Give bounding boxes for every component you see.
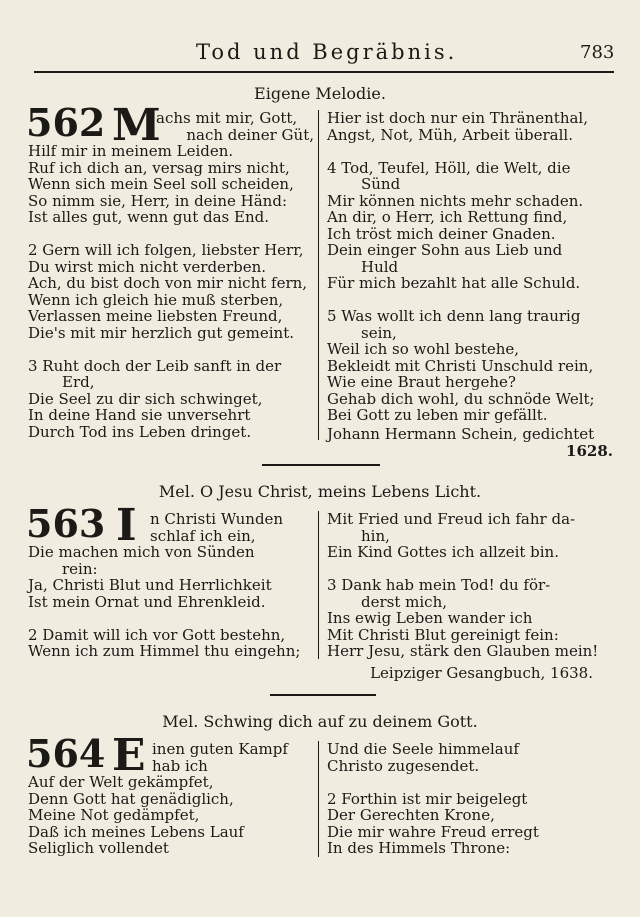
author-credit: Johann Hermann Schein, gedichtet	[327, 425, 595, 443]
verse-line: Die mir wahre Freud erregt	[327, 822, 539, 841]
verse-line: Dein einger Sohn aus Lieb und	[327, 241, 563, 259]
verse-line: 4 Tod, Teufel, Höll, die Welt, die	[327, 158, 571, 177]
verse-line: Mit Fried und Freud ich fahr da-	[327, 510, 576, 528]
verse-line: Hilf mir in meinem Leiden.	[28, 142, 234, 160]
verse-line: Erd,	[62, 373, 95, 391]
verse-line: Seliglich vollendet	[28, 839, 169, 857]
stanza-gap	[28, 226, 314, 243]
verse-line: Ist mein Ornat und Ehrenkleid.	[28, 592, 266, 611]
verse-line: Du wirst mich nicht verderben.	[28, 257, 267, 276]
author-credit: Leipziger Gesangbuch, 1638.	[370, 664, 593, 682]
verse-line: Ruf ich dich an, versag mirs nicht,	[28, 158, 290, 177]
hymn-564-right-column	[327, 741, 613, 857]
verse-line: achs mit mir, Gott,	[156, 109, 298, 127]
verse-line: Verlassen meine liebsten Freund,	[28, 307, 283, 325]
verse-line: An dir, o Herr, ich Rettung find,	[327, 208, 568, 226]
verse-line: Die's mit mir herzlich gut gemeint.	[28, 323, 294, 342]
stanza-gap	[327, 561, 613, 578]
hymn-562-right-column	[327, 110, 613, 424]
hymn-563-right-column	[327, 511, 613, 660]
verse-line: Sünd	[361, 175, 401, 193]
verse-line: Mir können nichts mehr schaden.	[327, 191, 584, 210]
verse-line: Huld	[361, 257, 399, 276]
verse-line: hab ich	[152, 756, 208, 775]
verse-line: 3 Ruht doch der Leib sanft in der	[28, 356, 282, 375]
verse-line: In deine Hand sie unversehrt	[28, 406, 251, 424]
verse-line: derst mich,	[361, 592, 447, 611]
author-year: 1628.	[566, 441, 613, 460]
header-rule	[34, 71, 614, 73]
stanza-gap	[28, 610, 314, 627]
stanza-gap	[28, 341, 314, 358]
verse-line: Wenn ich gleich hie muß sterben,	[28, 290, 284, 309]
verse-line: Wie eine Braut hergehe?	[327, 373, 516, 391]
hymn-562-left-column	[28, 110, 314, 440]
verse-line: Bekleidt mit Christi Unschuld rein,	[327, 356, 594, 375]
hymn-563-attribution	[327, 665, 593, 682]
melody-heading-562: Eigene Melodie.	[254, 84, 386, 103]
melody-heading-563: Mel. O Jesu Christ, meins Lebens Licht.	[158, 482, 482, 501]
verse-line: 2 Gern will ich folgen, liebster Herr,	[28, 241, 304, 259]
verse-line: Durch Tod ins Leben dringet.	[28, 422, 252, 441]
verse-line: Und die Seele himmelauf	[327, 740, 519, 758]
hymn-number-564: 564	[26, 731, 106, 776]
verse-line: Der Gerechten Krone,	[327, 806, 495, 824]
section-rule	[270, 694, 376, 696]
verse-line: Ja, Christi Blut und Herrlichkeit	[28, 576, 272, 594]
verse-line: Die machen mich von Sünden	[28, 543, 255, 561]
verse-line: Christo zugesendet.	[327, 756, 480, 775]
verse-line: Denn Gott hat genädiglich,	[28, 789, 234, 808]
verse-line: Meine Not gedämpfet,	[28, 806, 200, 824]
melody-heading-564: Mel. Schwing dich auf zu deinem Gott.	[162, 712, 478, 731]
verse-line: sein,	[361, 323, 397, 342]
verse-line: Auf der Welt gekämpfet,	[28, 773, 214, 791]
stanza-gap	[327, 143, 613, 160]
verse-line: Bei Gott zu leben mir gefällt.	[327, 406, 548, 424]
verse-line: Ein Kind Gottes ich allzeit bin.	[327, 543, 559, 561]
verse-line: Daß ich meines Lebens Lauf	[28, 822, 244, 841]
verse-line: Herr Jesu, stärk den Glauben mein!	[327, 642, 599, 660]
verse-line: nach deiner Güt,	[186, 125, 314, 144]
verse-line: Ist alles gut, wenn gut das End.	[28, 208, 269, 226]
hymn-562-attribution	[327, 426, 613, 459]
verse-line: Wenn sich mein Seel soll scheiden,	[28, 175, 294, 193]
column-divider-563	[318, 511, 319, 659]
verse-line: So nimm sie, Herr, in deine Händ:	[28, 191, 287, 210]
drop-cap-563: I	[116, 500, 137, 551]
drop-cap-562: M	[112, 100, 161, 151]
stanza-gap	[327, 292, 613, 309]
verse-line: n Christi Wunden	[150, 510, 284, 528]
verse-line: 3 Dank hab mein Tod! du för-	[327, 576, 551, 594]
verse-line: Mit Christi Blut gereinigt fein:	[327, 625, 559, 644]
verse-line: rein:	[62, 559, 98, 578]
verse-line: Die Seel zu dir sich schwinget,	[28, 389, 263, 408]
verse-line: 2 Damit will ich vor Gott bestehn,	[28, 625, 286, 644]
hymn-563-left-column	[28, 511, 314, 660]
drop-cap-564: E	[112, 730, 146, 781]
verse-line: Hier ist doch nur ein Thränenthal,	[327, 109, 588, 127]
verse-line: Weil ich so wohl bestehe,	[327, 340, 520, 358]
verse-line: 5 Was wollt ich denn lang traurig	[327, 307, 581, 325]
column-divider-564	[318, 741, 319, 857]
verse-line: Ich tröst mich deiner Gnaden.	[327, 224, 556, 243]
column-divider-562	[318, 110, 319, 440]
verse-line: Gehab dich wohl, du schnöde Welt;	[327, 389, 595, 408]
verse-line: Angst, Not, Müh, Arbeit überall.	[327, 125, 573, 144]
verse-line: In des Himmels Throne:	[327, 839, 511, 857]
page-number: 783	[580, 42, 615, 63]
verse-line: Ins ewig Leben wander ich	[327, 609, 533, 627]
section-rule	[262, 464, 380, 466]
verse-line: Ach, du bist doch von mir nicht fern,	[28, 274, 308, 292]
stanza-gap	[327, 774, 613, 791]
running-header-title: Tod und Begräbnis.	[196, 40, 458, 64]
verse-line: Für mich bezahlt hat alle Schuld.	[327, 274, 581, 292]
verse-line: inen guten Kampf	[152, 740, 288, 758]
hymn-number-562: 562	[26, 100, 106, 145]
verse-line: schlaf ich ein,	[150, 526, 256, 545]
verse-line: hin,	[361, 526, 390, 545]
hymn-564-left-column	[28, 741, 314, 857]
verse-line: 2 Forthin ist mir beigelegt	[327, 789, 528, 808]
verse-line: Wenn ich zum Himmel thu eingehn;	[28, 642, 301, 660]
hymn-number-563: 563	[26, 501, 106, 546]
